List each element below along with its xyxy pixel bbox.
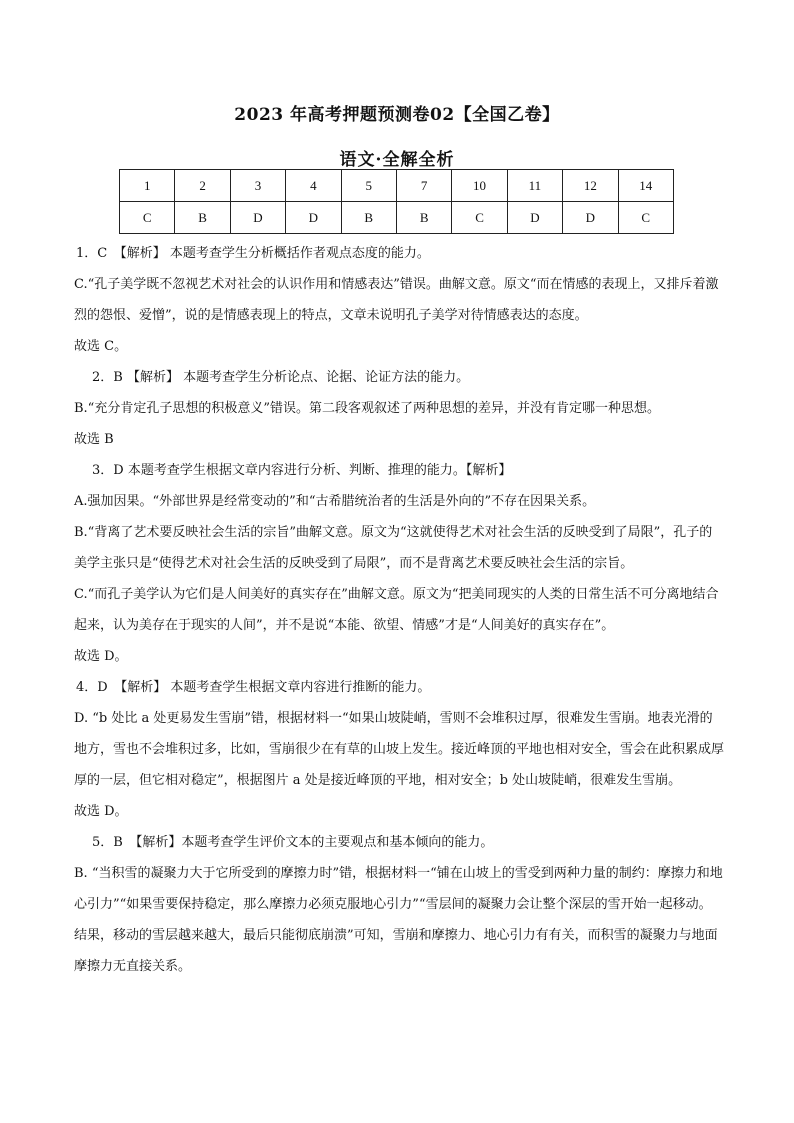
question-number-cell: 7 <box>396 170 451 202</box>
answer-cell: D <box>230 202 285 234</box>
analysis-paragraph: B. “当积雪的凝聚力大于它所受到的摩擦力时”错，根据材料一“铺在山坡上的雪受到两种力量的制约：摩擦力和地心引力”“如果雪要保持稳定，那么摩擦力必须克服地心引力”“雪层间的凝聚力会让整个深层的雪开始一起移动。结果，移动的雪层越来越大，最后只能彻底崩溃”可知，雪崩和摩擦力、地心引力有有关，而积雪的凝聚力与地面摩擦力无直接关系。 <box>74 866 723 974</box>
conclusion-line: 故选 C。 <box>74 339 128 354</box>
question-number-row <box>120 170 674 202</box>
answer-cell: C <box>618 202 673 234</box>
answer-cell: B <box>341 202 396 234</box>
analysis-paragraph: C.“而孔子美学认为它们是人间美好的真实存在”曲解文意。原文为“把美同现实的人类的日常生活不可分离地结合起来，认为美存在于现实的人间”，并不是说“本能、欲望、情感”才是“人间美好的真实存在”。 <box>74 587 719 633</box>
analysis-paragraph: A.强加因果。“外部世界是经常变动的”和“古希腊统治者的生活是外向的”不存在因果关系。 <box>74 494 596 509</box>
answer-cell: D <box>563 202 618 234</box>
question-number-cell: 1 <box>120 170 175 202</box>
analysis-paragraph: C.“孔子美学既不忽视艺术对社会的认识作用和情感表达”错误。曲解文意。原文“而在情感的表现上，又排斥着激烈的怨恨、爱憎”，说的是情感表现上的特点，文章未说明孔子美学对待情感表达的态度。 <box>74 277 719 323</box>
question-number-cell: 12 <box>563 170 618 202</box>
question-number-cell: 11 <box>507 170 562 202</box>
conclusion-line: 故选 D。 <box>74 804 128 819</box>
answer-row <box>120 202 674 234</box>
conclusion-line: 故选 D。 <box>74 649 128 664</box>
question-heading: 5．B 【解析】本题考查学生评价文本的主要观点和基本倾向的能力。 <box>92 835 494 850</box>
document-subtitle: 语文·全解全析 <box>339 150 455 170</box>
question-number-cell: 10 <box>452 170 507 202</box>
question-heading: 3．D 本题考查学生根据文章内容进行分析、判断、推理的能力。【解析】 <box>92 463 512 478</box>
answer-table <box>119 169 674 234</box>
question-number-cell: 14 <box>618 170 673 202</box>
question-heading: 1．C 【解析】 本题考查学生分析概括作者观点态度的能力。 <box>76 246 430 261</box>
answer-cell: C <box>452 202 507 234</box>
question-number-cell: 4 <box>286 170 341 202</box>
analysis-paragraph: B.“充分肯定孔子思想的积极意义”错误。第二段客观叙述了两种思想的差异，并没有肯定哪一种思想。 <box>74 401 660 416</box>
question-heading: 4．D 【解析】 本题考查学生根据文章内容进行推断的能力。 <box>76 680 431 695</box>
conclusion-line: 故选 B <box>74 432 114 447</box>
analysis-paragraph: D. “b 处比 a 处更易发生雪崩”错，根据材料一“如果山坡陡峭，雪则不会堆积过厚，很难发生雪崩。地表光滑的地方，雪也不会堆积过多，比如，雪崩很少在有草的山坡上发生。接近峰顶的平地也相对安全，雪会在此积累成厚厚的一层，但它相对稳定”，根据图片 a 处是接近峰顶的平地，相对安全；b 处山坡陡峭，很难发生雪崩。 <box>74 711 725 788</box>
answer-cell: B <box>175 202 230 234</box>
question-heading: 2．B 【解析】 本题考查学生分析论点、论据、论证方法的能力。 <box>92 370 470 385</box>
question-number-cell: 3 <box>230 170 285 202</box>
question-number-cell: 2 <box>175 170 230 202</box>
answer-cell: D <box>507 202 562 234</box>
document-title: 2023 年高考押题预测卷02【全国乙卷】 <box>234 105 560 125</box>
answer-cell: C <box>120 202 175 234</box>
answer-cell: D <box>286 202 341 234</box>
answer-cell: B <box>396 202 451 234</box>
analysis-body <box>74 238 724 982</box>
question-number-cell: 5 <box>341 170 396 202</box>
analysis-paragraph: B.“背离了艺术要反映社会生活的宗旨”曲解文意。原文为“这就使得艺术对社会生活的反映受到了局限”，孔子的美学主张只是“使得艺术对社会生活的反映受到了局限”，而不是背离艺术要反映社会生活的宗旨。 <box>74 525 713 571</box>
